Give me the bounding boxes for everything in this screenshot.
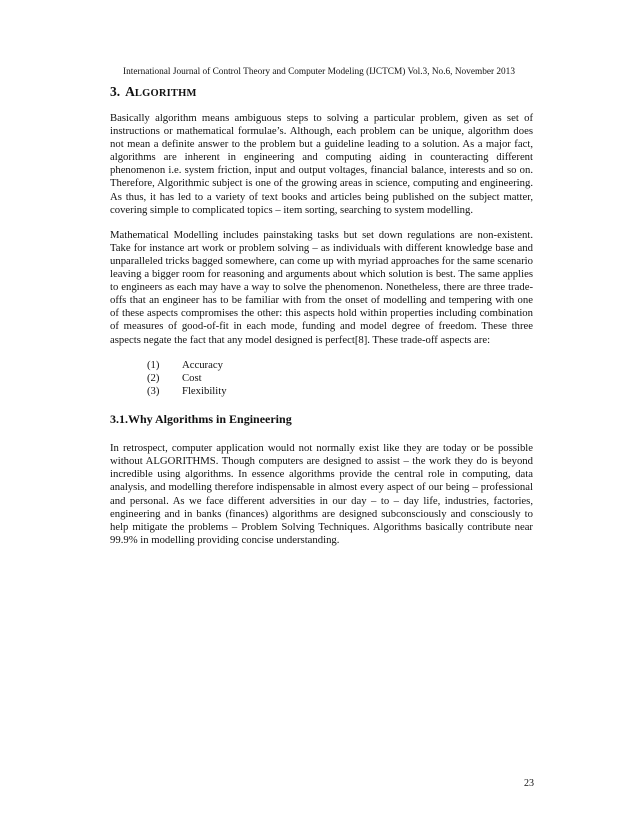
list-item-text: Flexibility	[182, 385, 227, 397]
list-item-text: Accuracy	[182, 358, 223, 371]
section-heading	[110, 84, 533, 102]
section-title-rest: LGORITHM	[134, 88, 197, 99]
page-number: 23	[524, 778, 534, 789]
paragraph: Mathematical Modelling includes painstaking tasks but set down regulations are non-existent. Take for instance art work or problem solving – as individuals with different knowledge base and unparalleled tricks bagged somewhere, can come up with myriad approaches for the same scenario leaving a bigger room for reasoning and arguments about which solution is best. The same applies to engineers as each may have a way to solve the phenomenon. Nonetheless, there are three trade-offs that an engineer has to be familiar with from the onset of modelling and tempering with one of these aspects compromises the other: this aspects hold within properties including combination of measures of good-of-fit in each mode, funding and model degree of freedom. These three aspects negate the fact that any model designed is perfect[8]. These trade-off aspects are:	[110, 228, 533, 346]
list-item-number: (2)	[147, 371, 160, 384]
list-item	[110, 372, 533, 385]
section-title-initial: A	[125, 84, 135, 99]
running-header: International Journal of Control Theory and Computer Modeling (IJCTCM) Vol.3, No.6, November 2013	[123, 67, 515, 77]
list-item-number: (3)	[147, 385, 160, 397]
paragraph: In retrospect, computer application would not normally exist like they are today or be possible without ALGORITHMS. Though computers are designed to assist – the work they do is beyond incredible using algorithms. In essence algorithms provide the central role in computing, data analysis, and modelling therefore indispensable in almost every aspect of our being – professional and personal. As we face different adversities in our day – to – day life, industries, factories, engineering and in banks (finances) algorithms are designed subconsciously and consciously to help mitigate the problems – Problem Solving Techniques. Algorithms basically contribute near 99.9% in modelling providing concise understanding.	[110, 442, 533, 546]
list-item-number: (1)	[147, 358, 160, 371]
list-item-text: Cost	[182, 371, 202, 384]
section-number: 3.	[110, 84, 121, 99]
list-item	[110, 359, 533, 372]
subsection-heading: 3.1.Why Algorithms in Engineering	[110, 412, 292, 427]
trade-off-list	[110, 359, 533, 399]
page-body	[110, 84, 533, 559]
paragraph: Basically algorithm means ambiguous steps to solving a particular problem, given as set of instructions or mathematical formulae’s. Although, each problem can be unique, algorithm does not mean a definite answer to the problem but a guideline leading to a solution. As a major fact, algorithms are inherent in engineering and computing aiding in counteracting different phenomenon i.e. system friction, input and output voltages, financial balance, interests and so on. Therefore, Algorithmic subject is one of the growing areas in science, computing and engineering. As thus, it has led to a variety of text books and articles being published on the subject matter, covering simple to complicated topics – item sorting, searching to system modelling.	[110, 112, 533, 216]
list-item	[110, 385, 533, 398]
